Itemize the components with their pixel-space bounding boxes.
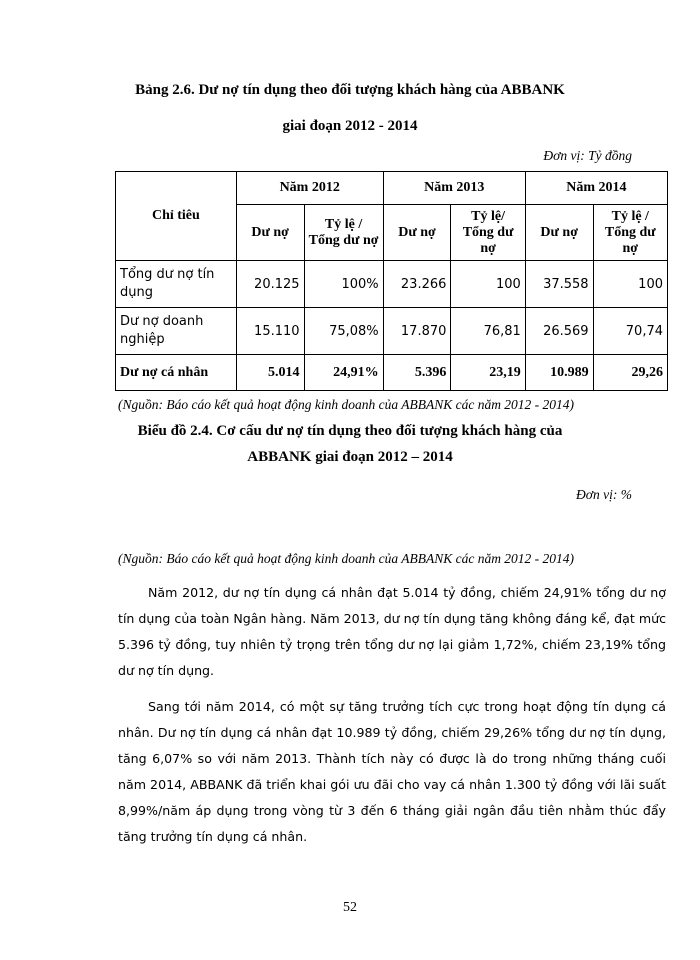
body-text [118,580,666,850]
cell-value: 15.110 [236,308,304,355]
paragraph-2: Sang tới năm 2014, có một sự tăng trưởng tích cực trong hoạt động tín dụng cá nhân. Dư nợ tín dụng cá nhân đạt 10.989 tỷ đồng, chiếm 29,26% tổng dư nợ tín dụng, tăng 6,07% so với năm 2013. Thành tích này có được là do trong những tháng cuối năm 2014, ABBANK đã triển khai gói ưu đãi cho vay cá nhân 1.300 tỷ đồng với lãi suất 8,99%/năm áp dụng trong vòng từ 3 đến 6 tháng giải ngân đầu tiên nhằm thúc đẩy tăng trưởng tín dụng cá nhân. [118,699,666,844]
subheader-ratio-2013: Tỷ lệ/ Tổng dư nợ [451,205,525,261]
row-label: Dư nợ doanh nghiệp [116,308,237,355]
cell-value: 70,74 [593,308,667,355]
table-row [116,261,668,308]
cell-value: 20.125 [236,261,304,308]
subheader-debt-2013: Dư nợ [383,205,451,261]
table-source: (Nguồn: Báo cáo kết quả hoạt động kinh doanh của ABBANK các năm 2012 - 2014) [118,397,575,412]
cell-value: 23.266 [383,261,451,308]
subheader-debt-2012: Dư nợ [236,205,304,261]
paragraph-1: Năm 2012, dư nợ tín dụng cá nhân đạt 5.014 tỷ đồng, chiếm 24,91% tổng dư nợ tín dụng của toàn Ngân hàng. Năm 2013, dư nợ tín dụng tăng không đáng kể, đạt mức 5.396 tỷ đồng, tuy nhiên tỷ trọng trên tổng dư nợ lại giảm 1,72%, chiếm 23,19% tổng dư nợ tín dụng. [118,585,666,678]
header-year-2012: Năm 2012 [236,172,383,205]
chart-title-line1: Biểu đồ 2.4. Cơ cấu dư nợ tín dụng theo đối tượng khách hàng của [137,423,563,439]
chart-unit: Đơn vị: % [576,487,632,502]
table-row [116,308,668,355]
cell-value: 24,91% [304,355,383,391]
cell-value: 23,19 [451,355,525,391]
cell-value: 29,26 [593,355,667,391]
cell-value: 5.396 [383,355,451,391]
table-title-line2: giai đoạn 2012 - 2014 [282,118,418,134]
cell-value: 100 [593,261,667,308]
cell-value: 17.870 [383,308,451,355]
cell-value: 100% [304,261,383,308]
table-title-line1: Bảng 2.6. Dư nợ tín dụng theo đối tượng khách hàng của ABBANK [135,82,565,98]
page-number: 52 [343,900,357,915]
credit-table [115,171,668,391]
cell-value: 5.014 [236,355,304,391]
subheader-ratio-2012: Tỷ lệ / Tổng dư nợ [304,205,383,261]
header-year-2014: Năm 2014 [525,172,667,205]
chart-title-line2: ABBANK giai đoạn 2012 – 2014 [247,449,453,465]
cell-value: 37.558 [525,261,593,308]
table-row [116,355,668,391]
chart-source: (Nguồn: Báo cáo kết quả hoạt động kinh doanh của ABBANK các năm 2012 - 2014) [118,551,575,566]
cell-value: 75,08% [304,308,383,355]
header-criteria: Chỉ tiêu [116,172,237,261]
cell-value: 100 [451,261,525,308]
row-label: Tổng dư nợ tín dụng [116,261,237,308]
row-label: Dư nợ cá nhân [116,355,237,391]
cell-value: 76,81 [451,308,525,355]
cell-value: 10.989 [525,355,593,391]
cell-value: 26.569 [525,308,593,355]
subheader-ratio-2014: Tỷ lệ / Tổng dư nợ [593,205,667,261]
header-year-2013: Năm 2013 [383,172,525,205]
subheader-debt-2014: Dư nợ [525,205,593,261]
table-unit: Đơn vị: Tỷ đồng [543,148,632,163]
